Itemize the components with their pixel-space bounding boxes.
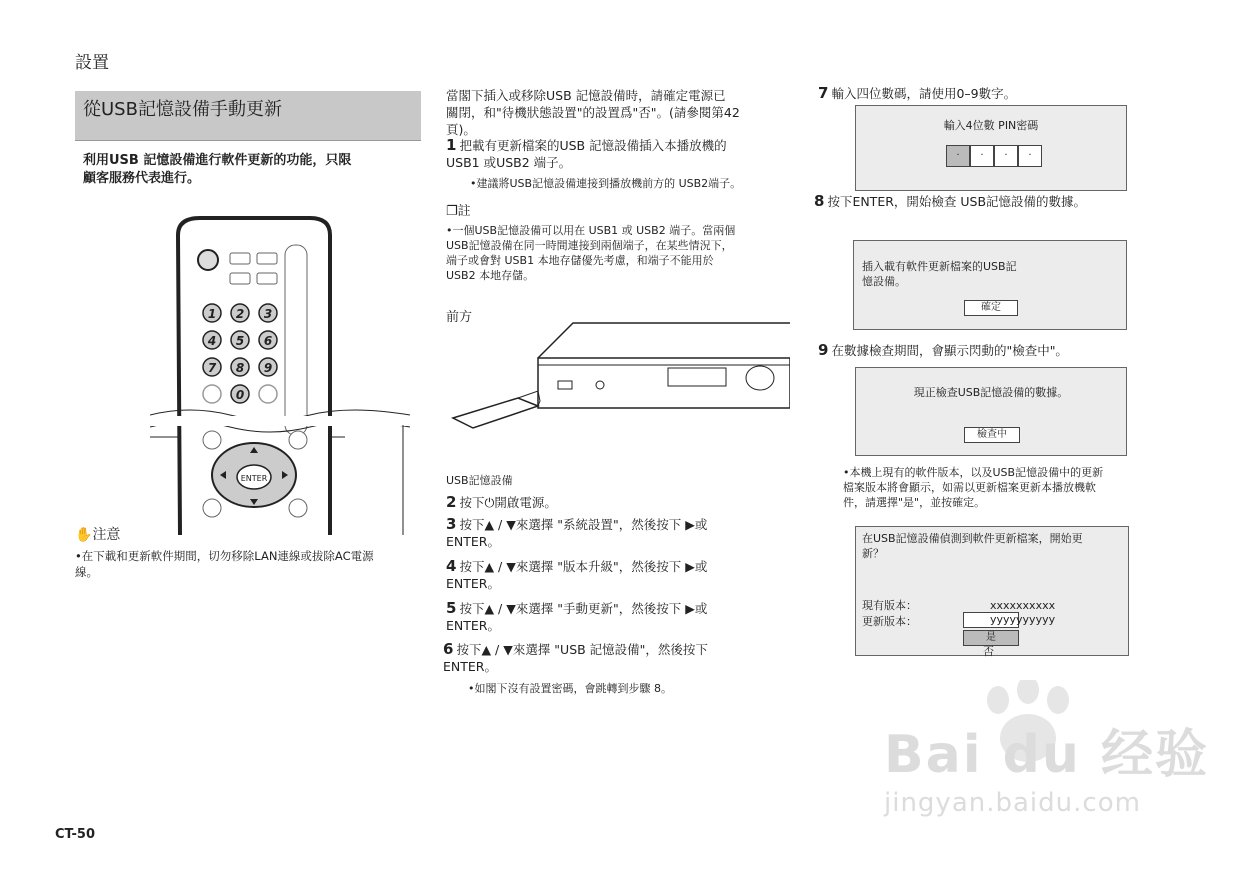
step-1 [446,137,786,171]
svg-text:1: 1 [207,307,217,321]
current-version-value: xxxxxxxxxx [990,599,1056,612]
current-version-label: 現有版本： [862,599,917,612]
step-9-number: 9 [818,341,829,359]
note-title: 註 [457,204,471,219]
usb-device-label: USB記憶設備 [446,474,513,487]
confirm-button[interactable]: 確定 [964,300,1018,316]
step-3 [446,516,786,550]
step-3-text: 按下▲ / ▼來選擇 "系統設置"，然後按下 ▶或 ENTER。 [446,517,708,549]
svg-text:ENTER: ENTER [240,474,268,483]
checking-message: 現正檢查USB記憶設備的數據。 [913,386,1069,399]
step-7-text: 輸入四位數碼，請使用0–9數字。 [831,86,1017,101]
yes-button[interactable]: 是 [963,630,1019,646]
page-number: CT-50 [55,827,95,842]
step-6-text: 按下▲ / ▼來選擇 "USB 記憶設備"，然後按下 ENTER。 [443,642,708,674]
step-2 [446,494,557,511]
watermark-logo: Bai du 经验 [884,725,1209,785]
version-note: •本機上現有的軟件版本，以及USB記憶設備中的更新 檔案版本將會顯示，如需以更新檔案更新本播放機軟 件，請選擇"是"，並按確定。 [843,466,1104,509]
caution-title: 注意 [92,527,121,543]
caution-body: •在下載和更新軟件期間，切勿移除LAN連線或拔除AC電源 線。 [75,549,374,579]
step-2-number: 2 [446,493,457,511]
step-6-note: •如閣下沒有設置密碼，會跳轉到步驟 8。 [468,682,672,695]
update-version-label: 更新版本： [862,615,917,628]
pin-digit-2[interactable]: · [970,145,994,167]
step-1-note: •建議將USB記憶設備連接到播放機前方的 USB2端子。 [470,177,742,190]
step-6-number: 6 [443,640,454,658]
pre-instruction: 當閣下插入或移除USB 記憶設備時，請確定電源已 關閉，和"待機狀態設置"的設置爲"否"。(請參閱第42 頁)。 [446,88,740,137]
pin-digit-3[interactable]: · [994,145,1018,167]
step-9-text: 在數據檢查期間，會顯示閃動的"檢查中"。 [831,343,1068,358]
section-title: 設置 [75,53,109,73]
pin-digit-1[interactable]: · [946,145,970,167]
caution-hand-icon: ✋ [75,527,93,543]
svg-text:3: 3 [263,307,273,321]
checking-status-button: 檢查中 [964,427,1020,443]
step-2-text: 按下⏻開啟電源。 [459,495,557,510]
step-4-text: 按下▲ / ▼來選擇 "版本升級"，然後按下 ▶或 ENTER。 [446,559,708,591]
step-4 [446,558,786,592]
step-9 [818,342,1068,359]
svg-text:4: 4 [207,334,217,348]
pin-digit-4[interactable]: · [1018,145,1042,167]
step-5-text: 按下▲ / ▼來選擇 "手動更新"，然後按下 ▶或 ENTER。 [446,601,708,633]
player-illustration [448,318,790,433]
pin-dialog [855,105,1127,191]
step-8-number: 8 [814,192,825,210]
no-button[interactable]: 否 [983,645,994,658]
note-body: •一個USB記憶設備可以用在 USB1 或 USB2 端子。當兩個 USB記憶設備在同一時間連接到兩個端子，在某些情況下， 端子或會對 USB1 本地存儲優先考慮，和端子不能用於 USB2 本地存儲。 [446,224,736,282]
pin-dialog-title: 輸入4位數 PIN密碼 [943,119,1039,132]
svg-text:7: 7 [207,361,217,375]
update-prompt: 在USB記憶設備偵測到軟件更新檔案，開始更 新？ [862,532,1083,560]
step-3-number: 3 [446,515,457,533]
step-8 [814,193,1086,210]
insert-usb-dialog [853,240,1127,330]
checking-dialog [855,367,1127,456]
svg-text:2: 2 [235,307,245,321]
remote-illustration [150,215,410,535]
svg-text:0: 0 [235,388,245,402]
step-5-number: 5 [446,599,457,617]
svg-text:5: 5 [235,334,245,348]
svg-text:8: 8 [235,361,245,375]
watermark-url: jingyan.baidu.com [884,788,1141,818]
step-4-number: 4 [446,557,457,575]
svg-text:9: 9 [263,361,273,375]
insert-usb-message: 插入載有軟件更新檔案的USB記 憶設備。 [862,260,1017,288]
front-label: 前方 [446,310,473,325]
svg-text:6: 6 [263,334,273,348]
update-dialog [855,526,1129,656]
update-version-value: yyyyyyyyyy [990,613,1056,626]
step-8-text: 按下ENTER，開始檢查 USB記憶設備的數據。 [827,194,1087,209]
note-heading [446,200,471,219]
section-banner [75,91,421,141]
caution-heading [75,524,120,544]
step-1-number: 1 [446,136,457,154]
step-1-text: 把載有更新檔案的USB 記憶設備插入本播放機的 USB1 或USB2 端子。 [446,138,727,170]
note-icon: ❐ [446,204,458,219]
intro-text: 利用USB 記憶設備進行軟件更新的功能，只限 顧客服務代表進行。 [83,153,352,186]
pin-input[interactable] [946,145,1042,167]
banner-title: 從USB記憶設備手動更新 [83,99,282,120]
step-7-number: 7 [818,84,829,102]
step-7 [818,85,1016,102]
step-5 [446,600,786,634]
step-6 [443,641,798,675]
